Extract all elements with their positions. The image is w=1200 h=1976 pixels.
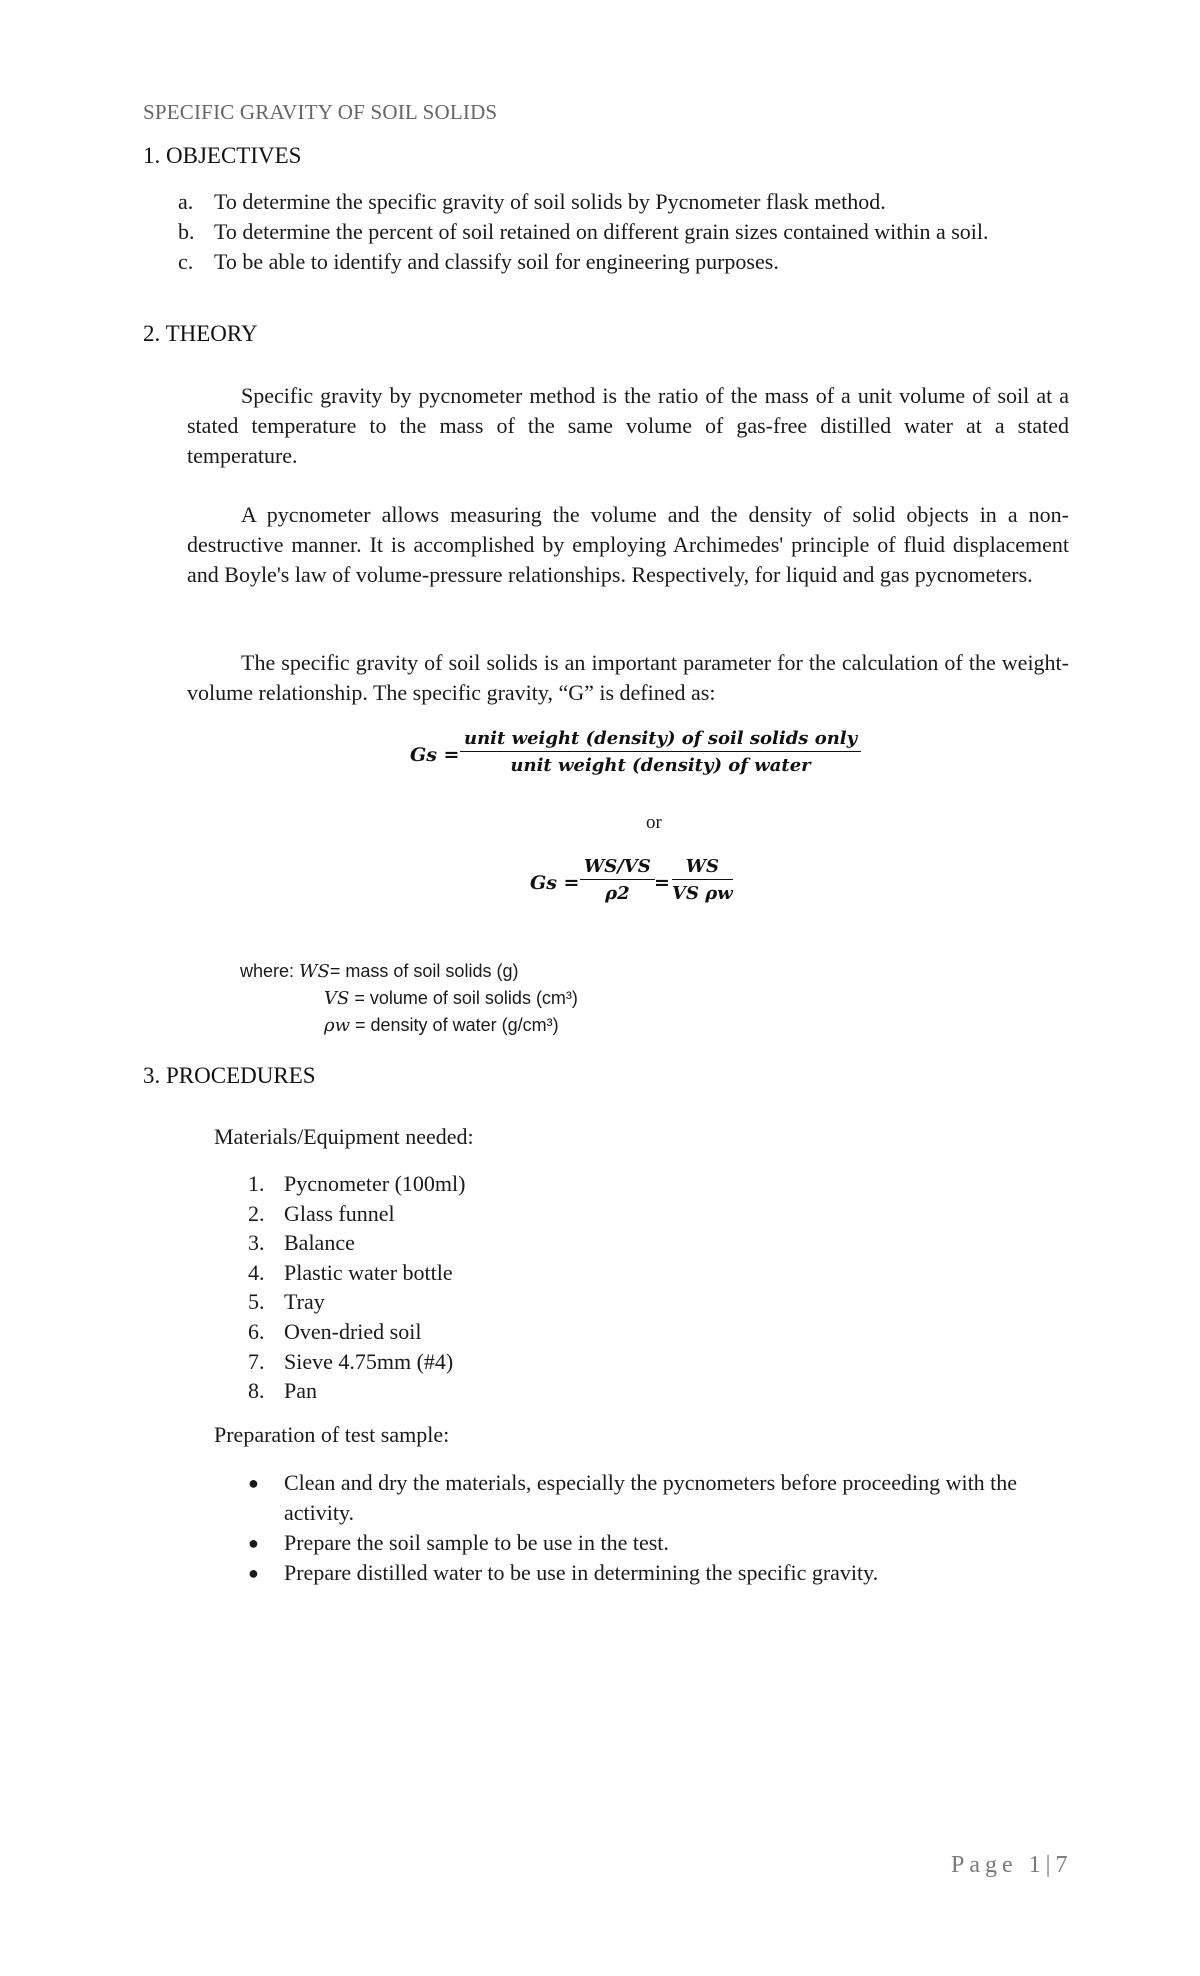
specific-gravity-equation-alt bbox=[530, 856, 750, 916]
equation-numerator: unit weight (density) of soil solids only bbox=[464, 728, 858, 749]
definition-text: = density of water (g/cm³) bbox=[355, 1015, 559, 1035]
preparation-list bbox=[248, 1468, 1068, 1588]
list-marker: b. bbox=[178, 219, 195, 244]
materials-heading: Materials/Equipment needed: bbox=[214, 1124, 474, 1149]
list-marker: 6. bbox=[248, 1318, 265, 1344]
theory-paragraph-2 bbox=[187, 500, 1069, 590]
list-item bbox=[248, 1258, 465, 1288]
equals-sign: = bbox=[654, 872, 670, 894]
list-item-text: To determine the percent of soil retained on different grain sizes contained within a soil. bbox=[214, 219, 989, 244]
list-marker: 2. bbox=[248, 1200, 265, 1226]
list-item-text: Oven-dried soil bbox=[284, 1318, 422, 1344]
definition-symbol: VS bbox=[324, 988, 350, 1009]
definition-row bbox=[240, 1012, 578, 1039]
procedures-heading: 3. PROCEDURES bbox=[143, 1063, 316, 1088]
list-item-text: Pycnometer (100ml) bbox=[284, 1171, 466, 1196]
paragraph-text: A pycnometer allows measuring the volume and the density of solid objects in a non-destructive manner. It is accomplished by employing Archimedes' principle of fluid displacement and Boyle's law of volume-pressure relationships. Respectively, for liquid and gas pycnometers. bbox=[187, 502, 1069, 587]
list-item-text: Plastic water bottle bbox=[284, 1259, 453, 1285]
equation-fraction-2 bbox=[672, 856, 733, 904]
materials-list bbox=[248, 1169, 465, 1406]
list-marker: 3. bbox=[248, 1230, 265, 1256]
theory-paragraph-3 bbox=[187, 648, 1069, 708]
bullet-icon: ● bbox=[248, 1533, 259, 1553]
preparation-heading: Preparation of test sample: bbox=[214, 1422, 450, 1447]
where-label: where: bbox=[240, 961, 295, 981]
list-item-text: Clean and dry the materials, especially the pycnometers before proceeding with the activity. bbox=[284, 1470, 1018, 1525]
list-item bbox=[248, 1199, 465, 1229]
equation-denominator: VS ρw bbox=[672, 883, 733, 904]
definition-symbol: WS bbox=[299, 961, 330, 982]
definition-row bbox=[240, 958, 578, 985]
list-item bbox=[248, 1228, 465, 1258]
list-item bbox=[248, 1558, 1068, 1588]
list-item bbox=[248, 1287, 465, 1317]
equation-fraction-1 bbox=[580, 856, 655, 904]
list-item bbox=[178, 187, 989, 217]
equation-lhs: Gs = bbox=[410, 744, 460, 766]
list-marker: 8. bbox=[248, 1378, 265, 1404]
theory-heading: 2. THEORY bbox=[143, 321, 258, 346]
list-item-text: Sieve 4.75mm (#4) bbox=[284, 1348, 454, 1374]
list-item bbox=[248, 1347, 465, 1377]
list-item bbox=[248, 1317, 465, 1347]
specific-gravity-equation bbox=[400, 728, 860, 788]
definition-text: = volume of soil solids (cm³) bbox=[354, 988, 578, 1008]
list-item-text: Prepare distilled water to be use in determining the specific gravity. bbox=[284, 1560, 879, 1585]
list-item bbox=[248, 1376, 465, 1406]
list-marker: 4. bbox=[248, 1259, 265, 1285]
list-item-text: To determine the specific gravity of soil solids by Pycnometer flask method. bbox=[214, 189, 886, 214]
list-marker: a. bbox=[178, 189, 194, 214]
bullet-icon: ● bbox=[248, 1563, 259, 1583]
list-item-text: To be able to identify and classify soil for engineering purposes. bbox=[214, 249, 779, 274]
definition-text: = mass of soil solids (g) bbox=[329, 961, 519, 981]
list-item bbox=[178, 217, 989, 247]
or-text: or bbox=[646, 812, 662, 833]
objectives-list bbox=[178, 187, 989, 277]
list-item-text: Glass funnel bbox=[284, 1200, 395, 1226]
objectives-heading: 1. OBJECTIVES bbox=[143, 143, 302, 168]
paragraph-text: The specific gravity of soil solids is an important parameter for the calculation of the weight-volume relationship. The specific gravity, “G” is defined as: bbox=[187, 650, 1069, 705]
list-item-text: Balance bbox=[284, 1230, 355, 1256]
equation-numerator: WS bbox=[685, 856, 719, 877]
list-marker: c. bbox=[178, 249, 194, 274]
theory-paragraph-1 bbox=[187, 381, 1069, 471]
page-number: Page 1|7 bbox=[951, 1852, 1073, 1878]
list-item bbox=[248, 1169, 465, 1199]
equation-denominator: ρ2 bbox=[605, 883, 630, 904]
bullet-icon: ● bbox=[248, 1473, 259, 1493]
equation-lhs: Gs = bbox=[530, 872, 580, 894]
variable-definitions bbox=[240, 958, 578, 1039]
list-marker: 7. bbox=[248, 1348, 265, 1374]
definition-symbol: ρw bbox=[324, 1015, 350, 1036]
document-title: SPECIFIC GRAVITY OF SOIL SOLIDS bbox=[143, 100, 498, 124]
list-item-text: Prepare the soil sample to be use in the test. bbox=[284, 1530, 669, 1555]
list-marker: 5. bbox=[248, 1289, 265, 1315]
paragraph-text: Specific gravity by pycnometer method is the ratio of the mass of a unit volume of soil at a stated temperature to the mass of the same volume of gas-free distilled water at a stated temperature. bbox=[187, 383, 1069, 468]
equation-fraction bbox=[460, 728, 861, 776]
equation-numerator: WS/VS bbox=[584, 856, 651, 877]
definition-row bbox=[240, 985, 578, 1012]
list-item bbox=[248, 1468, 1068, 1528]
list-item bbox=[178, 247, 989, 277]
list-marker: 1. bbox=[248, 1171, 265, 1196]
equation-denominator: unit weight (density) of water bbox=[510, 755, 811, 776]
list-item-text: Tray bbox=[284, 1289, 325, 1315]
list-item-text: Pan bbox=[284, 1378, 317, 1404]
list-item bbox=[248, 1528, 1068, 1558]
